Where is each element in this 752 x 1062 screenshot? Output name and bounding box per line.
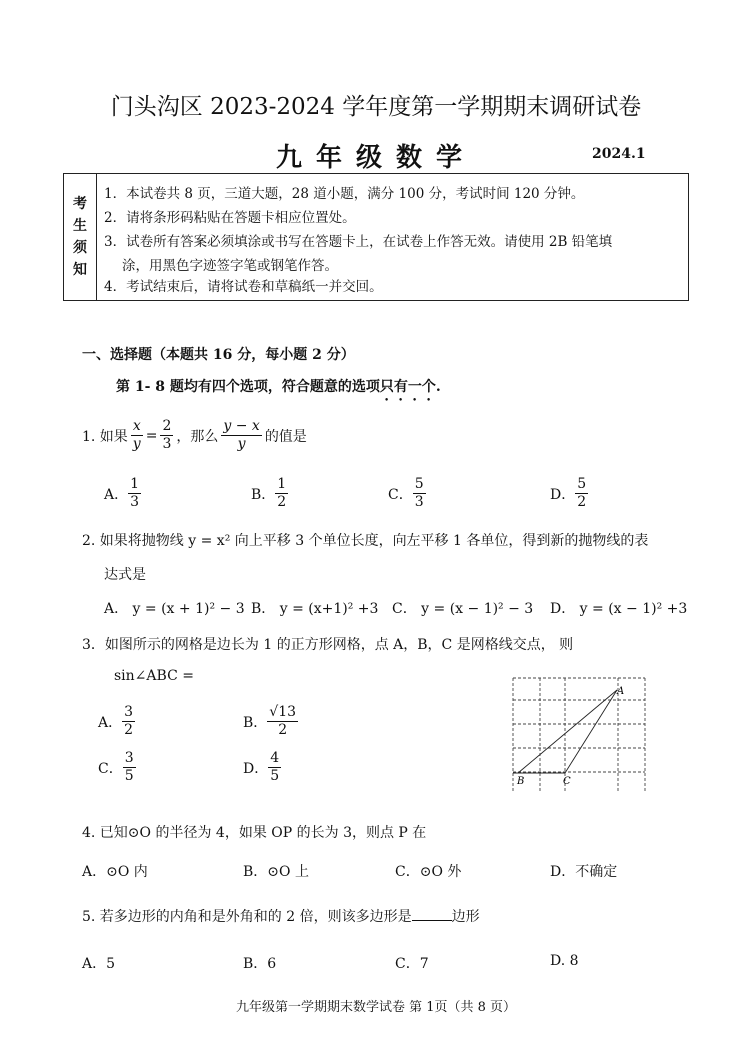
q2-option-b[interactable]: B． y = (x+1)² +3 [251,601,379,617]
point-c-label: C [563,776,571,787]
q5-option-a[interactable]: A．5 [82,956,116,972]
numerator: 1 [277,476,287,492]
option-fraction [575,476,588,511]
option-label: A． [98,714,123,731]
q1-equals: = [145,427,158,444]
q5-option-d[interactable]: D. 8 [550,953,579,969]
denominator: 2 [124,722,134,738]
q3-option-d[interactable] [243,750,281,785]
instruction-end: . [435,379,441,395]
q4-option-d[interactable]: D．不确定 [550,864,618,880]
denominator: y [132,436,141,452]
question-5 [82,906,480,926]
q1-suffix: 的值是 [264,428,307,445]
notice-label-char: 知 [73,262,87,278]
numerator: y − x [223,418,260,434]
q4-option-c[interactable]: C．⊙O 外 [395,864,462,880]
question-1 [82,418,307,453]
q1-option-b[interactable] [251,476,288,511]
denominator: 5 [124,768,134,784]
option-fraction [275,476,288,511]
q3-option-c[interactable] [98,750,136,785]
question-3-line1: 3．如图所示的网格是边长为 1 的正方形网格，点 A，B，C 是网格线交点， 则 [82,637,574,653]
q3-grid-figure [505,672,655,798]
q1-option-c[interactable] [388,476,426,511]
numerator: 2 [162,418,172,434]
notice-label [64,174,97,300]
numerator: 1 [130,476,140,492]
denominator: 3 [162,436,172,452]
page-footer: 九年级第一学期期末数学试卷 第 1页（共 8 页） [235,1000,517,1015]
q5-option-b[interactable]: B．6 [243,956,277,972]
numerator: 5 [577,476,587,492]
numerator: 3 [124,750,134,766]
denominator: 2 [577,494,587,510]
option-label: D． [243,760,269,777]
notice-label-char: 生 [73,218,87,234]
q4-option-b[interactable]: B．⊙O 上 [243,864,309,880]
option-fraction [123,750,136,785]
numerator: x [132,418,141,434]
answer-blank[interactable] [412,906,452,921]
q3-option-b[interactable] [243,704,298,739]
option-label: C． [388,486,413,503]
notice-item: 1．本试卷共 8 页，三道大题，28 道小题，满分 100 分，考试时间 120 分钟。 [104,186,585,202]
q2-option-d[interactable]: D． y = (x − 1)² +3 [550,601,688,617]
option-label: C． [98,760,123,777]
q1-fraction [221,418,261,453]
notice-label-char: 须 [73,240,87,256]
question-3-line2: sin∠ABC = [114,668,194,684]
option-fraction [268,750,281,785]
question-2-line2: 达式是 [104,567,146,583]
instruction-text: 第 1- 8 题均有四个选项，符合题意的选项 [116,379,380,395]
numerator: 4 [270,750,280,766]
numerator: 3 [124,704,134,720]
question-2-line1: 2. 如果将抛物线 y = x² 向上平移 3 个单位长度，向左平移 1 各单位，得到新的抛物线的表 [82,533,649,549]
exam-subtitle: 九年级数学 [275,143,476,173]
section-heading: 一、选择题（本题共 16 分，每小题 2 分） [82,347,355,363]
notice-item: 涂，用黑色字迹签字笔或钢笔作答。 [122,258,338,274]
q5-option-c[interactable]: C．7 [395,956,429,972]
option-fraction [122,704,135,739]
denominator: y [237,436,246,452]
question-4: 4. 已知⊙O 的半径为 4，如果 OP 的长为 3，则点 P 在 [82,825,427,841]
notice-item: 3．试卷所有答案必须填涂或书写在答题卡上，在试卷上作答无效。请使用 2B 铅笔填 [104,234,613,250]
notice-box [63,173,689,301]
q1-fraction [131,418,143,453]
instruction-emphasis: 只有一个 [379,379,436,395]
q1-option-d[interactable] [550,476,588,511]
q2-option-a[interactable]: A． y = (x + 1)² − 3 [104,601,245,617]
notice-item: 2．请将条形码粘贴在答题卡相应位置处。 [104,210,356,226]
notice-label-char: 考 [73,196,87,212]
option-fraction [413,476,426,511]
option-label: D． [550,486,576,503]
q1-mid: ，那么 [176,428,219,445]
option-fraction [267,704,298,739]
denominator: 5 [270,768,280,784]
denominator: 2 [277,494,287,510]
q3-option-a[interactable] [98,704,135,739]
notice-item: 4．考试结束后，请将试卷和草稿纸一并交回。 [104,279,383,295]
denominator: 3 [130,494,140,510]
q1-prefix: 1. 如果 [82,428,128,445]
point-a-label: A [617,686,625,697]
denominator: 2 [278,722,288,738]
denominator: 3 [414,494,424,510]
option-label: B． [251,486,276,503]
point-b-label: B [517,776,525,787]
q4-option-a[interactable]: A．⊙O 内 [82,864,148,880]
q2-option-c[interactable]: C． y = (x − 1)² − 3 [392,601,534,617]
q5-text-end: 边形 [451,909,480,925]
grid-lines [513,678,645,792]
q1-option-a[interactable] [104,476,141,511]
option-label: B． [243,714,268,731]
numerator: √13 [269,704,297,720]
option-label: A． [104,486,129,503]
numerator: 5 [414,476,424,492]
q5-text: 5. 若多边形的内角和是外角和的 2 倍，则该多边形是 [82,909,412,925]
option-fraction [128,476,141,511]
exam-title: 门头沟区 2023-2024 学年度第一学期期末调研试卷 [110,94,642,120]
section-instruction [116,376,441,404]
q1-fraction [160,418,173,453]
exam-date: 2024.1 [592,146,646,162]
